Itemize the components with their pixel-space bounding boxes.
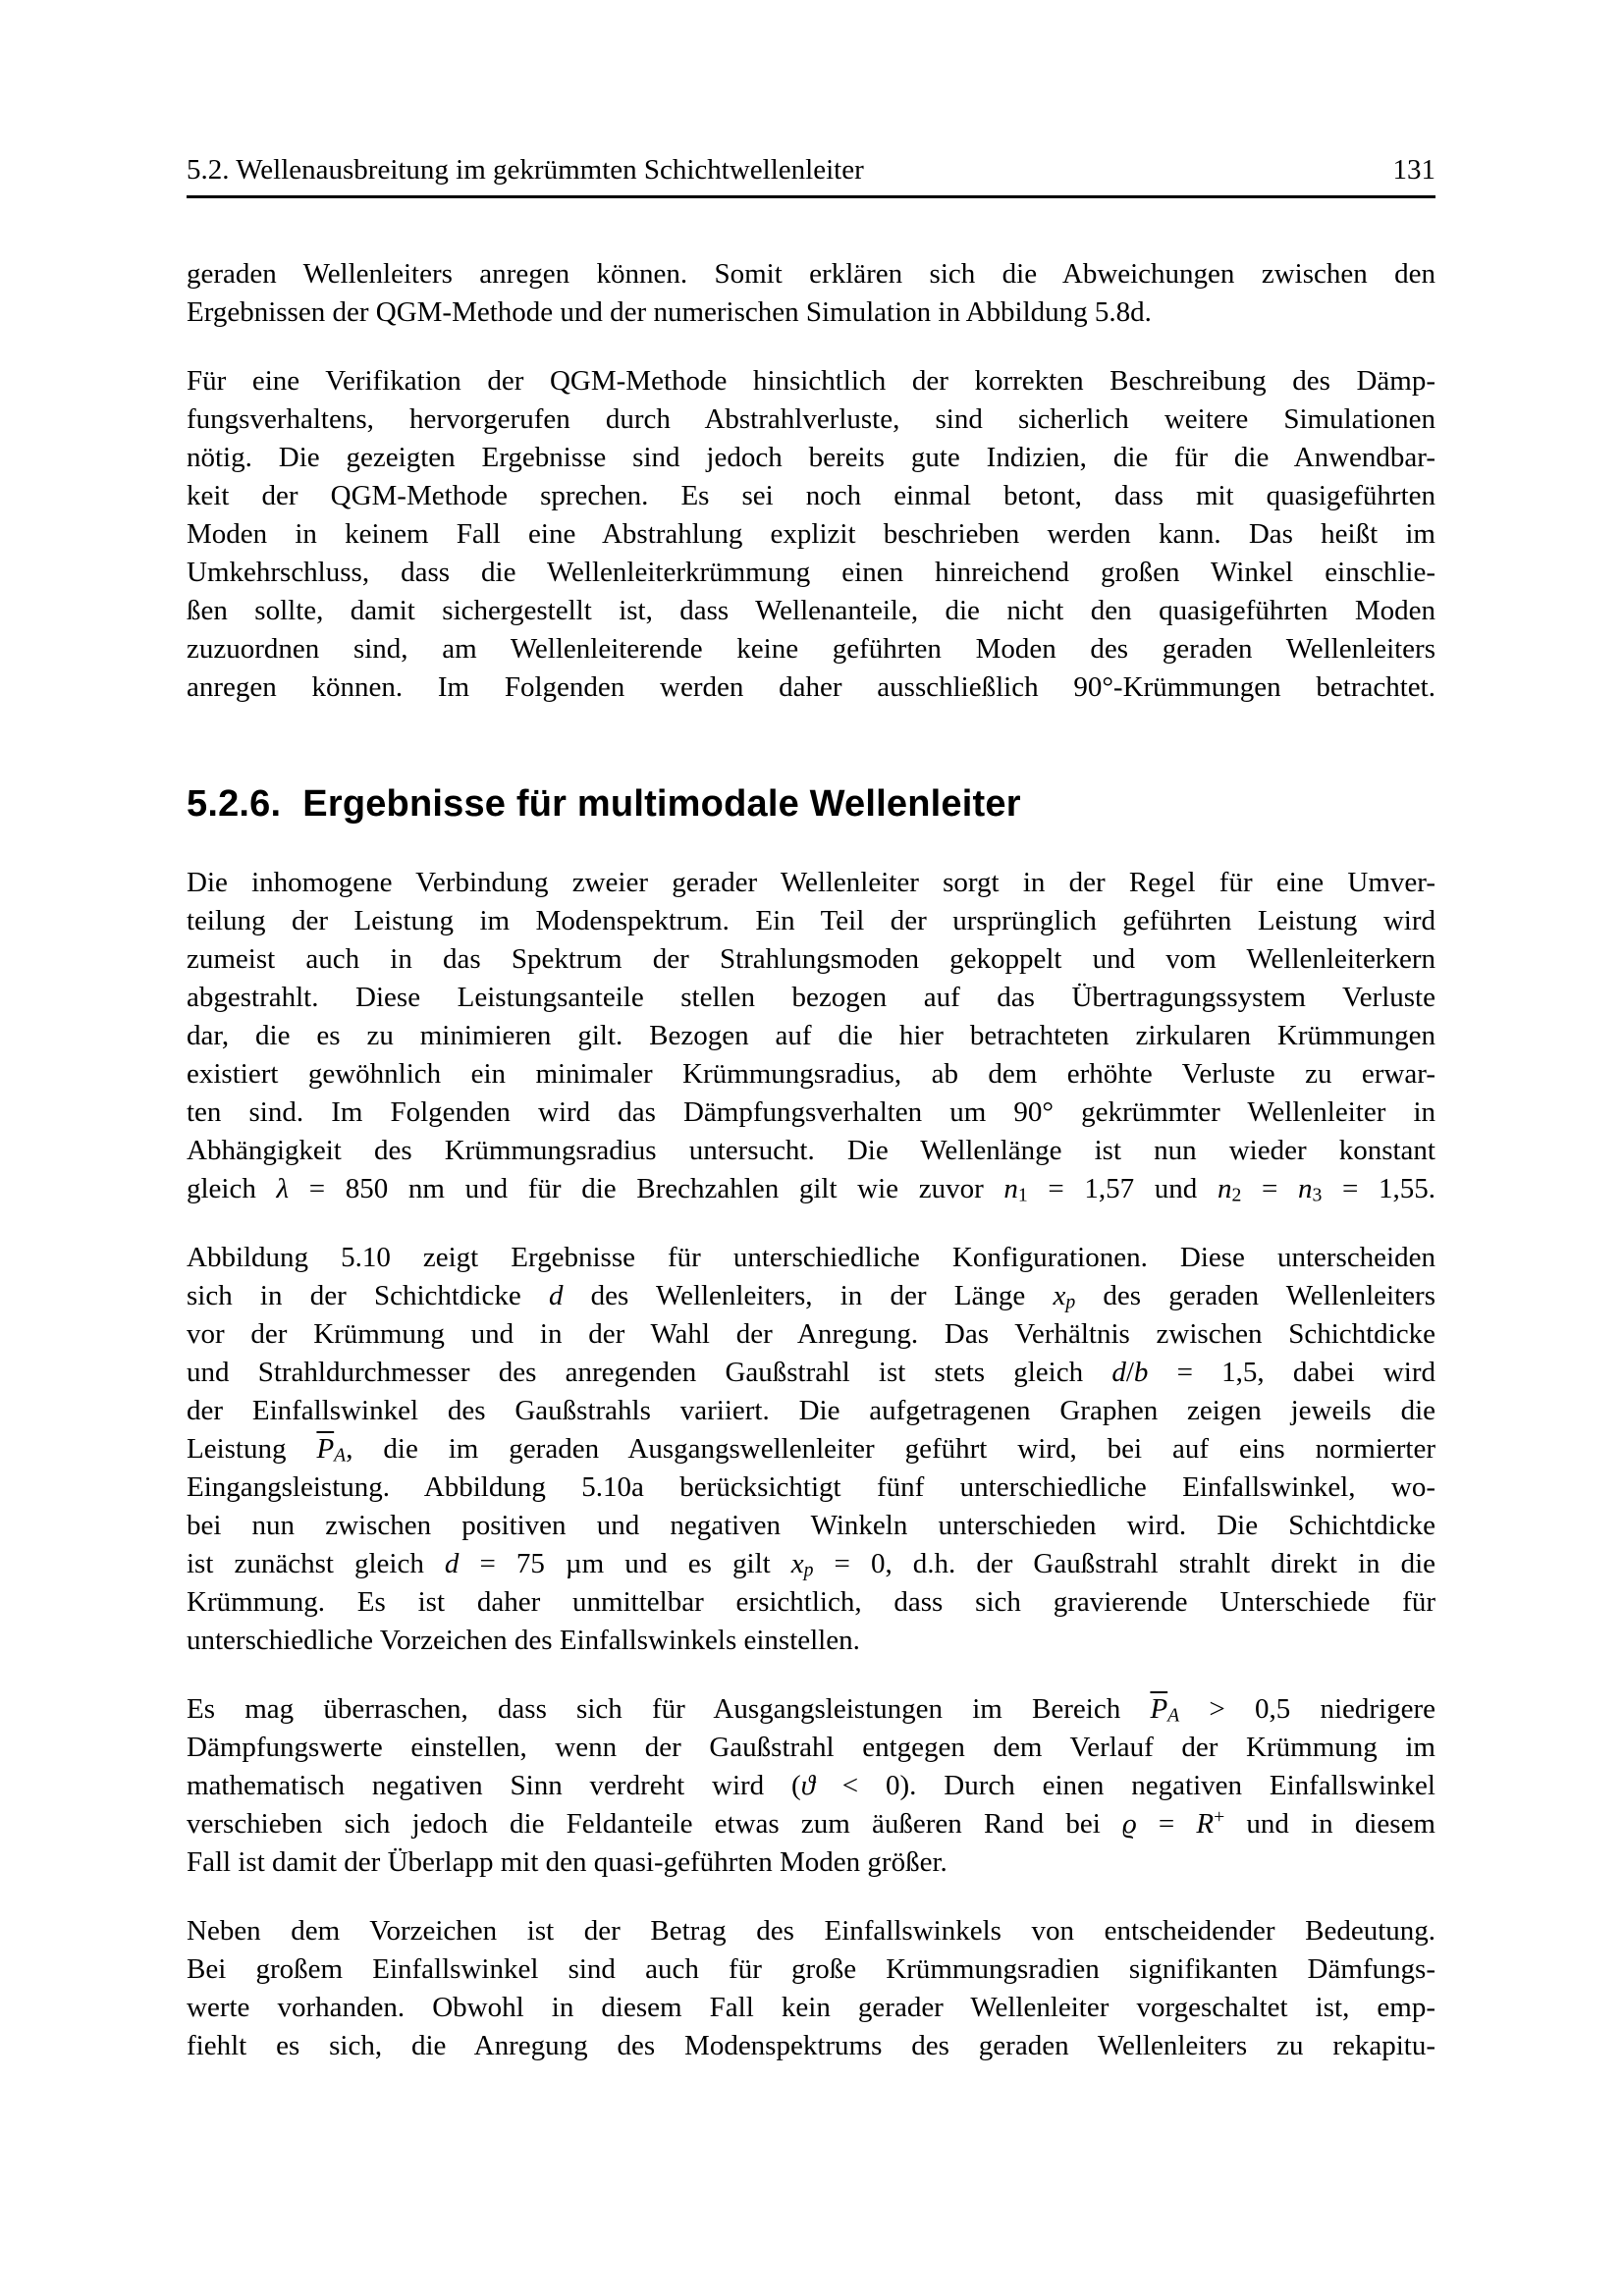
text-line: Die inhomogene Verbindung zweier gerader Wellenleiter sorgt in der Regel für eine Umver- (187, 867, 1435, 898)
text-line: ßen sollte, damit sichergestellt ist, dass Wellenanteile, die nicht den quasigeführten Moden (187, 595, 1435, 626)
text-line: Eingangsleistung. Abbildung 5.10a berücksichtigt fünf unterschiedliche Einfallswinkel, wo- (187, 1471, 1435, 1503)
paragraph-1 (187, 255, 1435, 332)
paragraph-3 (187, 864, 1435, 1208)
text-line: Für eine Verifikation der QGM-Methode hinsichtlich der korrekten Beschreibung des Dämp- (187, 365, 1435, 397)
text-line: fungsverhaltens, hervorgerufen durch Abstrahlverluste, sind sicherlich weitere Simulationen (187, 403, 1435, 435)
text-line: gleich λ = 850 nm und für die Brechzahlen gilt wie zuvor $n_1 = 1,57$ und $n_2 = n_3 = 1,55$. (187, 1173, 1435, 1206)
text-line: zumeist auch in das Spektrum der Strahlungsmoden gekoppelt und vom Wellenleiterkern (187, 943, 1435, 975)
text-line: Ergebnissen der QGM-Methode und der numerischen Simulation in Abbildung 5.8d. (187, 296, 1152, 328)
section-heading (187, 780, 1435, 828)
text-line: und Strahldurchmesser des anregenden Gaußstrahl ist stets gleich d/b = 1,5, dabei wird (187, 1357, 1435, 1388)
running-header-title: 5.2. Wellenausbreitung im gekrümmten Schichtwellenleiter (187, 154, 864, 186)
text-line: fiehlt es sich, die Anregung des Modenspektrums des geraden Wellenleiters zu rekapitu- (187, 2030, 1435, 2061)
text-line: teilung der Leistung im Modenspektrum. Ein Teil der ursprünglich geführten Leistung wird (187, 905, 1435, 936)
text-line: mathematisch negativen Sinn verdreht wird (ϑ < 0). Durch einen negativen Einfallswinkel (187, 1770, 1435, 1801)
text-line: existiert gewöhnlich ein minimaler Krümmungsradius, ab dem erhöhte Verluste zu erwar- (187, 1058, 1435, 1090)
text-line: Leistung $\overline{P}_A$, die im geraden Ausgangswellenleiter geführt wird, bei auf eins normierter (187, 1433, 1435, 1467)
running-header (187, 152, 1435, 187)
text-line: vor der Krümmung und in der Wahl der Anregung. Das Verhältnis zwischen Schichtdicke (187, 1318, 1435, 1350)
text-line: Dämpfungswerte einstellen, wenn der Gaußstrahl entgegen dem Verlauf der Krümmung im (187, 1732, 1435, 1763)
text-line: der Einfallswinkel des Gaußstrahls variiert. Die aufgetragenen Graphen zeigen jeweils die (187, 1395, 1435, 1426)
text-line: ist zunächst gleich d = 75 µm und es gilt $x_p = 0$, d.h. der Gaußstrahl strahlt direkt in die (187, 1548, 1435, 1581)
text-line: Es mag überraschen, dass sich für Ausgangsleistungen im Bereich $\overline{P}_A > 0,5$ niedrigere (187, 1693, 1435, 1727)
paragraph-4 (187, 1239, 1435, 1660)
text-line: Moden in keinem Fall eine Abstrahlung explizit beschrieben werden kann. Das heißt im (187, 518, 1435, 550)
text-line: ten sind. Im Folgenden wird das Dämpfungsverhalten um 90° gekrümmter Wellenleiter in (187, 1096, 1435, 1128)
section-heading-title: Ergebnisse für multimodale Wellenleiter (302, 783, 1021, 825)
page-content (187, 255, 1435, 2065)
text-line: abgestrahlt. Diese Leistungsanteile stellen bezogen auf das Übertragungssystem Verluste (187, 982, 1435, 1013)
text-line: Fall ist damit der Überlapp mit den quasi-geführten Moden größer. (187, 1846, 947, 1878)
text-line: Neben dem Vorzeichen ist der Betrag des Einfallswinkels von entscheidender Bedeutung. (187, 1915, 1435, 1947)
text-line: Abhängigkeit des Krümmungsradius untersucht. Die Wellenlänge ist nun wieder konstant (187, 1135, 1435, 1166)
text-line: bei nun zwischen positiven und negativen Winkeln unterschieden wird. Die Schichtdicke (187, 1510, 1435, 1541)
text-line: dar, die es zu minimieren gilt. Bezogen auf die hier betrachteten zirkularen Krümmungen (187, 1020, 1435, 1051)
text-line: Krümmung. Es ist daher unmittelbar ersichtlich, dass sich gravierende Unterschiede für (187, 1586, 1435, 1618)
text-line: unterschiedliche Vorzeichen des Einfallswinkels einstellen. (187, 1625, 860, 1656)
text-line: sich in der Schichtdicke d des Wellenleiters, in der Länge $x_p$ des geraden Wellenleiters (187, 1280, 1435, 1313)
text-line: Abbildung 5.10 zeigt Ergebnisse für unterschiedliche Konfigurationen. Diese unterscheiden (187, 1242, 1435, 1273)
page-number: 131 (1392, 154, 1435, 186)
text-line: keit der QGM-Methode sprechen. Es sei noch einmal betont, dass mit quasigeführten (187, 480, 1435, 511)
text-line: geraden Wellenleiters anregen können. Somit erklären sich die Abweichungen zwischen den (187, 258, 1435, 290)
text-line: Bei großem Einfallswinkel sind auch für große Krümmungsradien signifikanten Dämfungs- (187, 1953, 1435, 1985)
section-heading-number: 5.2.6. (187, 783, 282, 825)
text-line: verschieben sich jedoch die Feldanteile etwas zum äußeren Rand bei ϱ = R+ und in diesem (187, 1806, 1435, 1840)
text-line: werte vorhanden. Obwohl in diesem Fall kein gerader Wellenleiter vorgeschaltet ist, emp- (187, 1992, 1435, 2023)
text-block (187, 152, 1435, 2096)
paragraph-5 (187, 1690, 1435, 1882)
text-line: Umkehrschluss, dass die Wellenleiterkrümmung einen hinreichend großen Winkel einschlie- (187, 557, 1435, 588)
header-rule (187, 195, 1435, 198)
paragraph-2 (187, 362, 1435, 707)
text-line: nötig. Die gezeigten Ergebnisse sind jedoch bereits gute Indizien, die für die Anwendbar- (187, 442, 1435, 473)
text-line: zuzuordnen sind, am Wellenleiterende keine geführten Moden des geraden Wellenleiters (187, 633, 1435, 665)
paragraph-6 (187, 1912, 1435, 2065)
text-line: anregen können. Im Folgenden werden daher ausschließlich 90°-Krümmungen betrachtet. (187, 671, 1435, 703)
